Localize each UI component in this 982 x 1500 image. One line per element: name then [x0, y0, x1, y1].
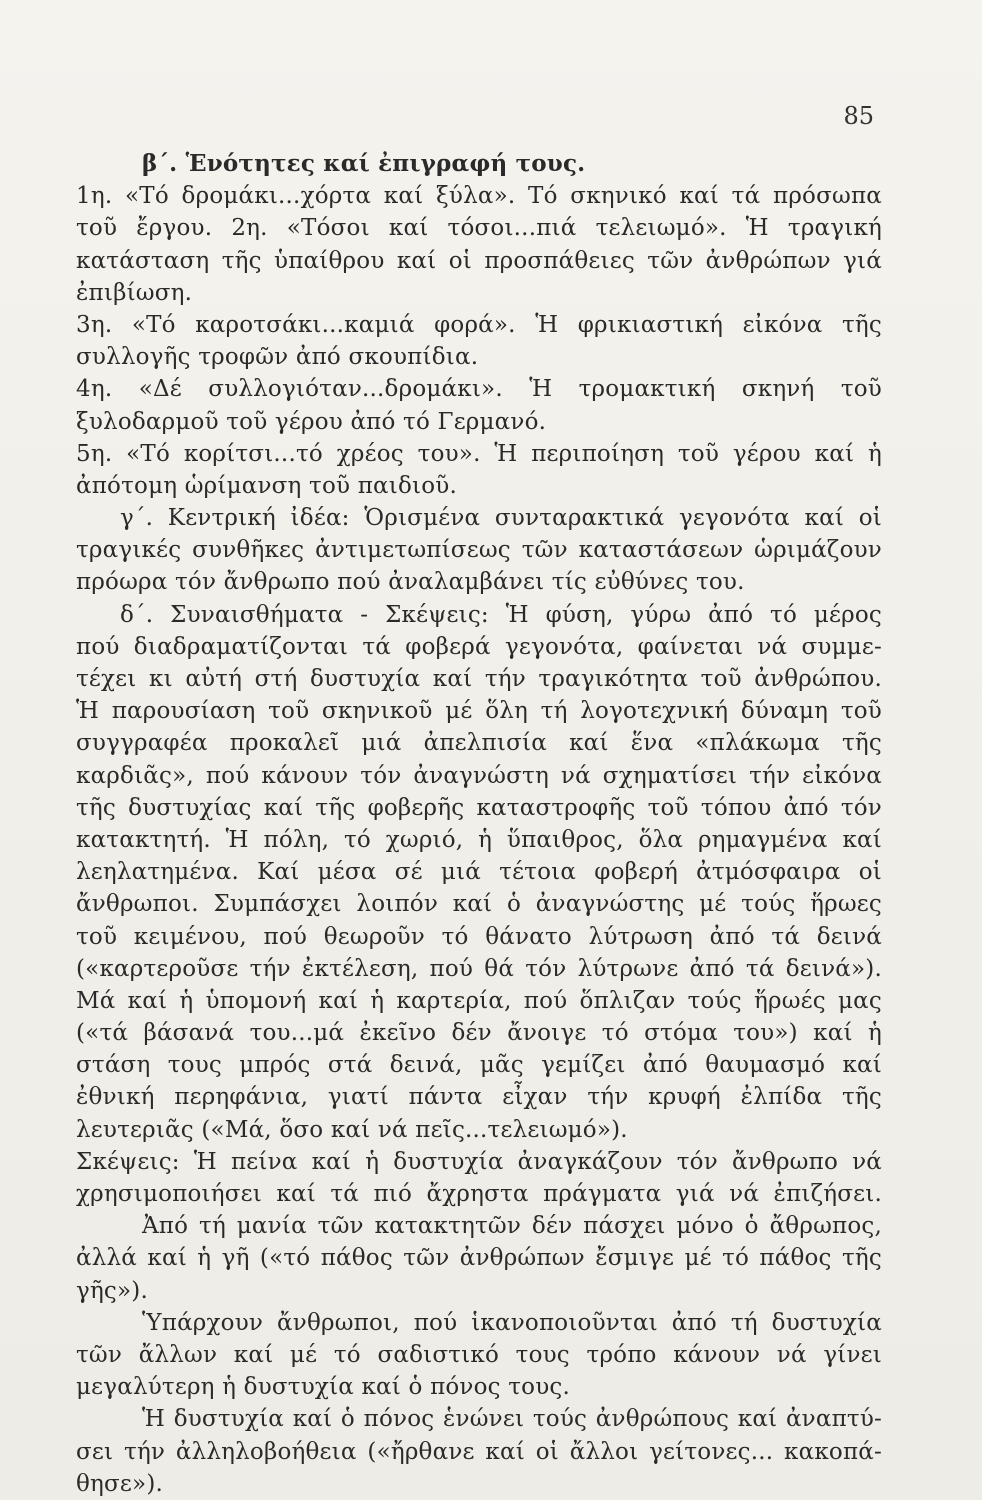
text-line: 4η. «Δέ συλλογιόταν...δρομάκι». Ἡ τρομακτική σκηνή τοῦ	[76, 376, 882, 403]
text-line: κατακτητή. Ἡ πόλη, τό χωριό, ἡ ὕπαιθρος, ὅλα ρημαγμένα καί	[76, 826, 882, 853]
text-line: χρησιμοποιήσει καί τά πιό ἄχρηστα πράγματα γιά νά ἐπιζήσει.	[76, 1181, 882, 1207]
text-line: Ἡ δυστυχία καί ὁ πόνος ἑνώνει τούς ἀνθρώπους καί ἀναπτύ-	[142, 1406, 882, 1433]
text-line: ἀλλά καί ἡ γῆ («τό πάθος τῶν ἀνθρώπων ἔσμιγε μέ τό πάθος τῆς	[76, 1245, 882, 1272]
text-line: («καρτεροῦσε τήν ἐκτέλεση, πού θά τόν λύτρωνε ἀπό τά δεινά»).	[76, 955, 882, 982]
text-line: 3η. «Τό καροτσάκι...καμιά φορά». Ἡ φρικιαστική εἰκόνα τῆς	[76, 311, 882, 338]
text-line: 1η. «Τό δρομάκι...χόρτα καί ξύλα». Τό σκηνικό καί τά πρόσωπα	[76, 183, 882, 210]
text-line: Ἀπό τή μανία τῶν κατακτητῶν δέν πάσχει μόνο ὁ ἄθρωπος,	[142, 1213, 882, 1240]
text-line: καρδιᾶς», πού κάνουν τόν ἀναγνώστη νά σχηματίσει τήν εἰκόνα	[76, 762, 882, 789]
body-text	[76, 148, 882, 1500]
text-line: τραγικές συνθῆκες ἀντιμετωπίσεως τῶν καταστάσεων ὡριμάζουν	[76, 537, 882, 564]
text-line: κατάσταση τῆς ὑπαίθρου καί οἱ προσπάθειες τῶν ἀνθρώπων γιά	[76, 247, 882, 274]
text-line: πού διαδραματίζονται τά φοβερά γεγονότα, φαίνεται νά συμμε-	[76, 633, 882, 660]
text-line: τῆς δυστυχίας καί τῆς φοβερῆς καταστροφῆς τοῦ τόπου ἀπό τόν	[76, 794, 882, 821]
text-line: ἐπιβίωση.	[76, 279, 193, 306]
text-line: τέχει κι αὐτή στή δυστυχία καί τήν τραγικότητα τοῦ ἀνθρώπου.	[76, 666, 882, 692]
text-line: β΄. Ἑνότητες καί ἐπιγραφή τους.	[142, 150, 586, 177]
text-line: στάση τους μπρός στά δεινά, μᾶς γεμίζει ἀπό θαυμασμό καί	[76, 1052, 882, 1079]
text-line: δ΄. Συναισθήματα - Σκέψεις: Ἡ φύση, γύρω ἀπό τό μέρος	[120, 601, 882, 628]
text-line: ξυλοδαρμοῦ τοῦ γέρου ἀπό τό Γερμανό.	[76, 408, 547, 435]
text-line: συλλογῆς τροφῶν ἀπό σκουπίδια.	[76, 344, 479, 371]
text-line: μεγαλύτερη ἡ δυστυχία καί ὁ πόνος τους.	[76, 1374, 571, 1401]
text-line: συγγραφέα προκαλεῖ μιά ἀπελπισία καί ἕνα «πλάκωμα τῆς	[76, 730, 882, 757]
text-line: 5η. «Τό κορίτσι...τό χρέος του». Ἡ περιποίηση τοῦ γέρου καί ἡ	[76, 440, 882, 467]
page-number: 85	[843, 102, 874, 130]
text-line: ἄνθρωποι. Συμπάσχει λοιπόν καί ὁ ἀναγνώστης μέ τούς ἥρωες	[76, 891, 882, 918]
text-line: Ἡ παρουσίαση τοῦ σκηνικοῦ μέ ὅλη τή λογοτεχνική δύναμη τοῦ	[76, 698, 882, 725]
text-line: λεηλατημένα. Καί μέσα σέ μιά τέτοια φοβερή ἀτμόσφαιρα οἱ	[76, 859, 882, 886]
text-line: («τά βάσανά του...μά ἐκεῖνο δέν ἄνοιγε τό στόμα του») καί ἡ	[76, 1020, 882, 1047]
text-line: πρόωρα τόν ἄνθρωπο πού ἀναλαμβάνει τίς εὐθύνες του.	[76, 569, 745, 596]
text-line: ἀπότομη ὡρίμανση τοῦ παιδιοῦ.	[76, 472, 457, 499]
text-line: Μά καί ἡ ὑπομονή καί ἡ καρτερία, πού ὅπλιζαν τούς ἥρωές μας	[76, 987, 882, 1014]
text-line: σει τήν ἀλληλοβοήθεια («ἤρθανε καί οἱ ἄλλοι γείτονες... κακοπά-	[76, 1438, 882, 1465]
text-line: Σκέψεις: Ἡ πείνα καί ἡ δυστυχία ἀναγκάζουν τόν ἄνθρωπο νά	[76, 1148, 882, 1175]
text-line: θησε»).	[76, 1470, 163, 1497]
text-line: Ὑπάρχουν ἄνθρωποι, πού ἱκανοποιοῦνται ἀπό τή δυστυχία	[142, 1309, 882, 1336]
text-line: τοῦ ἔργου. 2η. «Τόσοι καί τόσοι...πιά τελειωμό». Ἡ τραγική	[76, 215, 882, 242]
text-line: ἐθνική περηφάνια, γιατί πάντα εἶχαν τήν κρυφή ἐλπίδα τῆς	[76, 1084, 882, 1111]
text-line: λευτεριᾶς («Μά, ὅσο καί νά πεῖς...τελειωμό»).	[76, 1116, 628, 1143]
text-line: τοῦ κειμένου, πού θεωροῦν τό θάνατο λύτρωση ἀπό τά δεινά	[76, 923, 882, 950]
text-line: γ΄. Κεντρική ἰδέα: Ὁρισμένα συνταρακτικά γεγονότα καί οἱ	[120, 505, 882, 532]
text-line: γῆς»).	[76, 1277, 148, 1304]
text-line: τῶν ἄλλων καί μέ τό σαδιστικό τους τρόπο κάνουν νά γίνει	[76, 1341, 882, 1368]
